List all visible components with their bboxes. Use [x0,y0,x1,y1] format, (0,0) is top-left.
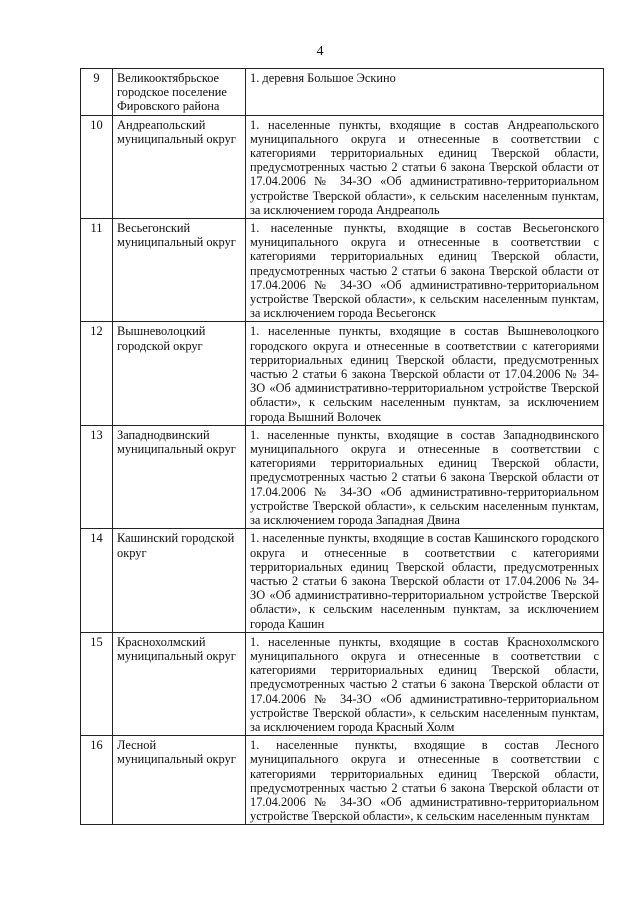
table-row [81,115,604,218]
page-number: 4 [316,44,324,59]
municipality-name: Весьегонский муниципальный округ [113,219,246,322]
municipality-name: Лесной муниципальный округ [113,736,246,825]
row-number: 10 [81,115,113,218]
row-number: 11 [81,219,113,322]
settlement-description: 1. населенные пункты, входящие в состав Кашинского городского округа и отнесенные в соответствии с категориями территориальных единиц Тверской области, предусмотренных частью 2 статьи 6 закона Тверской области от 17.04.2006 № 34-ЗО «Об административно-территориальном устройстве Тверской области», к сельским населенным пунктам, за исключением города Кашин [246,529,604,632]
row-number: 12 [81,322,113,425]
settlement-description: 1. населенные пункты, входящие в состав Западнодвинского муниципального округа и отнесенные в соответствии с категориями территориальных единиц Тверской области, предусмотренных частью 2 статьи 6 закона Тверской области от 17.04.2006 № 34-ЗО «Об административно-территориальном устройстве Тверской области», к сельским населенным пунктам, за исключением города Западная Двина [246,425,604,528]
row-number: 15 [81,632,113,735]
row-number: 9 [81,69,113,116]
municipality-name: Краснохолмский муниципальный округ [113,632,246,735]
municipality-name: Великооктябрьское городское поселение Фировского района [113,69,246,116]
table-row [81,736,604,825]
municipalities-table [80,68,604,825]
table-row [81,632,604,735]
settlement-description: 1. населенные пункты, входящие в состав Андреапольского муниципального округа и отнесенные в соответствии с категориями территориальных единиц Тверской области, предусмотренных частью 2 статьи 6 закона Тверской области от 17.04.2006 № 34-ЗО «Об административно-территориальном устройстве Тверской области», к сельским населенным пунктам, за исключением города Андреаполь [246,115,604,218]
table-row [81,219,604,322]
settlement-description: 1. деревня Большое Эскино [246,69,604,116]
table-row [81,322,604,425]
municipality-name: Кашинский городской округ [113,529,246,632]
settlement-description: 1. населенные пункты, входящие в состав Лесного муниципального округа и отнесенные в соответствии с категориями территориальных единиц Тверской области, предусмотренных частью 2 статьи 6 закона Тверской области от 17.04.2006 № 34-ЗО «Об административно-территориальном устройстве Тверской области», к сельским населенным пунктам [246,736,604,825]
row-number: 14 [81,529,113,632]
municipality-name: Западнодвинский муниципальный округ [113,425,246,528]
table-row [81,69,604,116]
settlement-description: 1. населенные пункты, входящие в состав Весьегонского муниципального округа и отнесенные в соответствии с категориями территориальных единиц Тверской области, предусмотренных частью 2 статьи 6 закона Тверской области от 17.04.2006 № 34-ЗО «Об административно-территориальном устройстве Тверской области», к сельским населенным пунктам, за исключением города Весьегонск [246,219,604,322]
row-number: 16 [81,736,113,825]
table-row [81,529,604,632]
table-row [81,425,604,528]
settlement-description: 1. населенные пункты, входящие в состав Вышневолоцкого городского округа и отнесенные в соответствии с категориями территориальных единиц Тверской области, предусмотренных частью 2 статьи 6 закона Тверской области от 17.04.2006 № 34-ЗО «Об административно-территориальном устройстве Тверской области», к сельским населенным пунктам, за исключением города Вышний Волочек [246,322,604,425]
settlement-description: 1. населенные пункты, входящие в состав Краснохолмского муниципального округа и отнесенные в соответствии с категориями территориальных единиц Тверской области, предусмотренных частью 2 статьи 6 закона Тверской области от 17.04.2006 № 34-ЗО «Об административно-территориальном устройстве Тверской области», к сельским населенным пунктам, за исключением города Красный Холм [246,632,604,735]
municipality-name: Андреапольский муниципальный округ [113,115,246,218]
row-number: 13 [81,425,113,528]
municipality-name: Вышневолоцкий городской округ [113,322,246,425]
